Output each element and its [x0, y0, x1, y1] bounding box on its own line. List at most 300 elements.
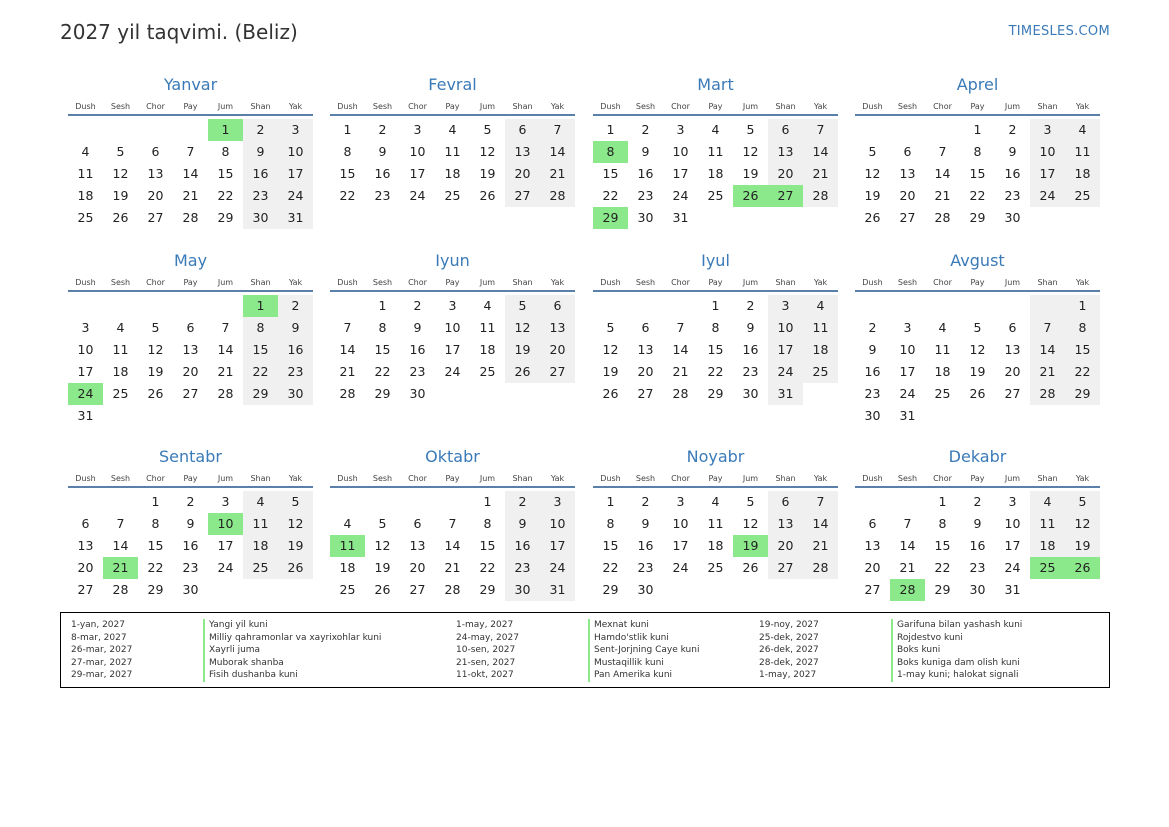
holiday-date: 28-dek, 2027	[759, 657, 819, 668]
weekday-label: Pay	[183, 277, 198, 287]
day-cell: 2	[641, 494, 650, 509]
day-cell: 4	[711, 122, 720, 137]
day-cell: 21	[182, 188, 199, 203]
holiday-name: Yangi yil kuni	[203, 619, 268, 632]
day-cell: 14	[217, 342, 234, 357]
weekday-label: Yak	[550, 101, 565, 111]
empty-cell	[960, 405, 995, 427]
day-cell: 18	[77, 188, 94, 203]
weekday-header	[330, 274, 575, 292]
day-cell: 18	[444, 166, 461, 181]
month-noyabr	[593, 446, 838, 601]
day-cell: 22	[374, 364, 391, 379]
holiday-name: Muborak shanba	[203, 657, 284, 670]
empty-cell	[68, 295, 103, 317]
day-cell: 13	[864, 538, 881, 553]
day-cell: 24	[672, 188, 689, 203]
day-cell: 8	[151, 516, 160, 531]
empty-cell	[803, 383, 838, 405]
day-cell: 30	[969, 582, 986, 597]
day-cell: 21	[1030, 361, 1065, 383]
day-cell: 3	[903, 320, 912, 335]
day-cell: 30	[182, 582, 199, 597]
day-cell: 9	[413, 320, 422, 335]
day-cell: 16	[243, 163, 278, 185]
month-name: Oktabr	[425, 447, 480, 466]
empty-cell	[173, 295, 208, 317]
day-cell: 14	[672, 342, 689, 357]
day-cell: 12	[112, 166, 129, 181]
day-cell: 29	[593, 207, 628, 229]
weekday-label: Sesh	[897, 473, 918, 483]
day-cell: 11	[330, 535, 365, 557]
day-cell: 15	[1065, 339, 1100, 361]
month-name: Avgust	[950, 251, 1005, 270]
holiday-date: 25-dek, 2027	[759, 632, 819, 643]
legend-row	[456, 619, 699, 632]
empty-cell	[103, 405, 138, 427]
empty-cell	[803, 207, 838, 229]
day-cell: 21	[672, 364, 689, 379]
day-cell: 29	[1065, 383, 1100, 405]
day-cell: 26	[147, 386, 164, 401]
day-cell: 5	[746, 494, 755, 509]
empty-cell	[330, 491, 365, 513]
day-cell: 30	[243, 207, 278, 229]
day-cell: 4	[483, 298, 492, 313]
day-cell: 1	[711, 298, 720, 313]
day-cell: 21	[899, 560, 916, 575]
day-cell: 20	[768, 163, 803, 185]
day-cell: 3	[81, 320, 90, 335]
day-cell: 24	[540, 557, 575, 579]
day-cell: 27	[899, 210, 916, 225]
weekday-label: Pay	[970, 473, 985, 483]
day-cell: 18	[1030, 535, 1065, 557]
day-cell: 1	[243, 295, 278, 317]
day-cell: 9	[641, 144, 650, 159]
day-cell: 18	[479, 342, 496, 357]
day-cell: 9	[1008, 144, 1017, 159]
holiday-name: Hamdo'stlik kuni	[588, 632, 669, 645]
day-cell: 21	[103, 557, 138, 579]
empty-cell	[768, 207, 803, 229]
day-cell: 11	[1030, 513, 1065, 535]
day-cell: 10	[899, 342, 916, 357]
holiday-name: Mustaqillik kuni	[588, 657, 664, 670]
day-cell: 18	[1065, 163, 1100, 185]
day-cell: 2	[641, 122, 650, 137]
day-cell: 11	[77, 166, 94, 181]
day-cell: 11	[243, 513, 278, 535]
holiday-name: Boks kuni	[891, 644, 940, 657]
day-cell: 8	[593, 141, 628, 163]
holiday-name: 1-may kuni; halokat signali	[891, 669, 1019, 682]
day-cell: 28	[803, 557, 838, 579]
day-cell: 19	[479, 166, 496, 181]
legend-row	[456, 632, 699, 645]
month-sentabr	[68, 446, 313, 601]
day-cell: 5	[973, 320, 982, 335]
day-cell: 10	[444, 320, 461, 335]
weekday-label: Jum	[479, 101, 496, 111]
day-cell: 22	[217, 188, 234, 203]
day-cell: 11	[707, 144, 724, 159]
day-cell: 1	[378, 298, 387, 313]
holiday-legend	[60, 612, 1110, 688]
weekday-label: Pay	[183, 473, 198, 483]
weekday-label: Dush	[337, 101, 358, 111]
day-cell: 17	[899, 364, 916, 379]
day-cell: 17	[1030, 163, 1065, 185]
day-cell: 13	[1004, 342, 1021, 357]
day-cell: 3	[448, 298, 457, 313]
holiday-date: 26-dek, 2027	[759, 645, 819, 655]
day-cell: 23	[374, 188, 391, 203]
empty-cell	[278, 579, 313, 601]
day-cell: 23	[505, 557, 540, 579]
empty-cell	[103, 491, 138, 513]
day-cell: 15	[602, 538, 619, 553]
holiday-date: 1-may, 2027	[759, 670, 817, 680]
day-cell: 7	[676, 320, 685, 335]
empty-cell	[208, 405, 243, 427]
day-cell: 8	[606, 516, 615, 531]
day-cell: 12	[374, 538, 391, 553]
day-cell: 25	[444, 188, 461, 203]
empty-cell	[768, 579, 803, 601]
legend-row	[759, 669, 1022, 682]
day-cell: 8	[221, 144, 230, 159]
holiday-date: 29-mar, 2027	[71, 670, 133, 680]
day-cell: 22	[243, 361, 278, 383]
empty-cell	[890, 295, 925, 317]
weekday-label: Sesh	[897, 277, 918, 287]
empty-cell	[103, 295, 138, 317]
day-cell: 25	[1065, 185, 1100, 207]
holiday-date: 27-mar, 2027	[71, 657, 133, 668]
day-cell: 6	[903, 144, 912, 159]
legend-column	[759, 619, 1022, 682]
empty-cell	[995, 405, 1030, 427]
page-title: 2027 yil taqvimi. (Beliz)	[60, 20, 298, 44]
day-cell: 27	[505, 185, 540, 207]
day-cell: 25	[707, 560, 724, 575]
weekday-label: Dush	[75, 277, 96, 287]
day-cell: 3	[413, 122, 422, 137]
weekday-label: Shan	[250, 277, 271, 287]
day-cell: 2	[868, 320, 877, 335]
weekday-label: Dush	[337, 473, 358, 483]
day-cell: 25	[339, 582, 356, 597]
day-cell: 23	[278, 361, 313, 383]
empty-cell	[663, 579, 698, 601]
day-cell: 26	[374, 582, 391, 597]
day-cell: 8	[378, 320, 387, 335]
holiday-date: 26-mar, 2027	[71, 645, 133, 655]
day-cell: 21	[444, 560, 461, 575]
weekday-label: Pay	[445, 277, 460, 287]
day-cell: 13	[77, 538, 94, 553]
day-cell: 6	[151, 144, 160, 159]
day-cell: 4	[116, 320, 125, 335]
day-cell: 21	[934, 188, 951, 203]
day-cell: 14	[182, 166, 199, 181]
day-cell: 10	[208, 513, 243, 535]
day-cell: 17	[77, 364, 94, 379]
day-cell: 17	[768, 339, 803, 361]
day-cell: 20	[768, 535, 803, 557]
weekday-header	[68, 98, 313, 116]
day-cell: 25	[479, 364, 496, 379]
day-cell: 15	[969, 166, 986, 181]
weekday-label: Dush	[337, 277, 358, 287]
day-cell: 16	[742, 342, 759, 357]
day-cell: 8	[343, 144, 352, 159]
month-oktabr	[330, 446, 575, 601]
day-cell: 4	[81, 144, 90, 159]
day-cell: 27	[77, 582, 94, 597]
weekday-label: Yak	[288, 277, 303, 287]
day-cell: 26	[602, 386, 619, 401]
weekday-label: Chor	[671, 277, 690, 287]
holiday-name: Garifuna bilan yashash kuni	[891, 619, 1022, 632]
empty-cell	[925, 295, 960, 317]
weekday-label: Jum	[742, 473, 759, 483]
weekday-label: Sesh	[635, 101, 656, 111]
month-name: Iyul	[701, 251, 730, 270]
empty-cell	[138, 119, 173, 141]
day-cell: 7	[186, 144, 195, 159]
weekday-label: Jum	[742, 101, 759, 111]
day-cell: 2	[278, 295, 313, 317]
day-cell: 4	[938, 320, 947, 335]
day-grid	[68, 295, 313, 427]
weekday-label: Sesh	[897, 101, 918, 111]
day-cell: 2	[243, 119, 278, 141]
day-cell: 31	[540, 579, 575, 601]
day-cell: 9	[641, 516, 650, 531]
day-cell: 10	[672, 516, 689, 531]
day-cell: 29	[707, 386, 724, 401]
day-cell: 16	[505, 535, 540, 557]
empty-cell	[663, 295, 698, 317]
empty-cell	[173, 405, 208, 427]
day-cell: 15	[479, 538, 496, 553]
day-cell: 18	[112, 364, 129, 379]
day-cell: 2	[505, 491, 540, 513]
day-cell: 12	[742, 516, 759, 531]
site-link[interactable]: TIMESLES.COM	[1008, 24, 1110, 39]
holiday-date: 10-sen, 2027	[456, 645, 516, 655]
day-cell: 5	[151, 320, 160, 335]
day-cell: 24	[217, 560, 234, 575]
day-cell: 19	[147, 364, 164, 379]
weekday-label: Dush	[862, 101, 883, 111]
day-cell: 15	[934, 538, 951, 553]
day-cell: 16	[637, 166, 654, 181]
day-cell: 18	[339, 560, 356, 575]
day-cell: 21	[803, 535, 838, 557]
day-cell: 17	[409, 166, 426, 181]
day-cell: 31	[1004, 582, 1021, 597]
weekday-header	[855, 274, 1100, 292]
day-cell: 4	[1030, 491, 1065, 513]
day-cell: 30	[278, 383, 313, 405]
day-cell: 8	[1065, 317, 1100, 339]
weekday-label: Yak	[550, 277, 565, 287]
day-cell: 24	[899, 386, 916, 401]
day-cell: 30	[637, 210, 654, 225]
weekday-label: Yak	[1075, 277, 1090, 287]
holiday-name: Fisih dushanba kuni	[203, 669, 298, 682]
legend-row	[71, 632, 381, 645]
month-name: Fevral	[428, 75, 477, 94]
weekday-header	[330, 470, 575, 488]
day-cell: 6	[540, 295, 575, 317]
weekday-label: Jum	[1004, 277, 1021, 287]
day-cell: 27	[540, 361, 575, 383]
legend-row	[759, 619, 1022, 632]
day-cell: 30	[409, 386, 426, 401]
day-cell: 7	[343, 320, 352, 335]
month-dekabr	[855, 446, 1100, 601]
day-cell: 27	[409, 582, 426, 597]
day-cell: 23	[409, 364, 426, 379]
day-cell: 2	[746, 298, 755, 313]
day-cell: 24	[1004, 560, 1021, 575]
day-cell: 27	[768, 557, 803, 579]
day-cell: 2	[413, 298, 422, 313]
empty-cell	[855, 491, 890, 513]
day-cell: 23	[243, 185, 278, 207]
legend-row	[456, 657, 699, 670]
weekday-label: Chor	[146, 277, 165, 287]
day-cell: 3	[540, 491, 575, 513]
day-cell: 9	[746, 320, 755, 335]
day-cell: 7	[1030, 317, 1065, 339]
weekday-label: Dush	[862, 277, 883, 287]
day-cell: 4	[803, 295, 838, 317]
day-cell: 6	[81, 516, 90, 531]
day-cell: 19	[1065, 535, 1100, 557]
day-cell: 12	[969, 342, 986, 357]
empty-cell	[733, 579, 768, 601]
empty-cell	[243, 405, 278, 427]
day-cell: 29	[217, 210, 234, 225]
day-grid	[68, 491, 313, 601]
day-cell: 28	[540, 185, 575, 207]
holiday-name: Boks kuniga dam olish kuni	[891, 657, 1020, 670]
day-cell: 10	[768, 317, 803, 339]
day-cell: 24	[68, 383, 103, 405]
empty-cell	[173, 119, 208, 141]
day-cell: 7	[803, 491, 838, 513]
holiday-date: 1-yan, 2027	[71, 620, 125, 630]
day-cell: 7	[803, 119, 838, 141]
day-cell: 28	[339, 386, 356, 401]
day-grid	[593, 119, 838, 229]
day-cell: 9	[378, 144, 387, 159]
day-cell: 5	[378, 516, 387, 531]
holiday-name: Milliy qahramonlar va xayrixohlar kuni	[203, 632, 381, 645]
day-cell: 4	[1065, 119, 1100, 141]
day-cell: 24	[672, 560, 689, 575]
weekday-label: Chor	[933, 277, 952, 287]
weekday-label: Yak	[813, 101, 828, 111]
month-name: Dekabr	[948, 447, 1007, 466]
day-cell: 20	[409, 560, 426, 575]
day-cell: 27	[637, 386, 654, 401]
day-cell: 13	[409, 538, 426, 553]
day-cell: 18	[707, 166, 724, 181]
weekday-label: Shan	[1037, 101, 1058, 111]
day-cell: 15	[243, 339, 278, 361]
day-cell: 15	[147, 538, 164, 553]
day-cell: 14	[934, 166, 951, 181]
empty-cell	[278, 405, 313, 427]
day-cell: 29	[934, 582, 951, 597]
weekday-header	[593, 98, 838, 116]
day-cell: 13	[768, 513, 803, 535]
day-cell: 28	[112, 582, 129, 597]
weekday-label: Yak	[288, 473, 303, 483]
day-cell: 12	[742, 144, 759, 159]
day-cell: 13	[899, 166, 916, 181]
day-cell: 14	[540, 141, 575, 163]
day-cell: 2	[973, 494, 982, 509]
day-cell: 11	[1065, 141, 1100, 163]
day-cell: 29	[243, 383, 278, 405]
empty-cell	[103, 119, 138, 141]
day-cell: 27	[147, 210, 164, 225]
day-cell: 20	[182, 364, 199, 379]
empty-cell	[330, 295, 365, 317]
month-name: May	[173, 251, 208, 270]
day-cell: 2	[186, 494, 195, 509]
legend-column	[71, 619, 381, 682]
weekday-label: Shan	[250, 101, 271, 111]
day-cell: 14	[803, 141, 838, 163]
day-cell: 1	[208, 119, 243, 141]
day-cell: 26	[112, 210, 129, 225]
weekday-label: Jum	[217, 277, 234, 287]
empty-cell	[1065, 207, 1100, 229]
weekday-label: Shan	[512, 473, 533, 483]
day-cell: 5	[746, 122, 755, 137]
day-cell: 23	[742, 364, 759, 379]
holiday-name: Pan Amerika kuni	[588, 669, 672, 682]
day-cell: 17	[540, 535, 575, 557]
day-cell: 14	[444, 538, 461, 553]
day-cell: 25	[803, 361, 838, 383]
month-name: Aprel	[956, 75, 999, 94]
holiday-date: 21-sen, 2027	[456, 657, 516, 668]
day-cell: 15	[339, 166, 356, 181]
empty-cell	[733, 207, 768, 229]
day-cell: 17	[444, 342, 461, 357]
weekday-label: Dush	[862, 473, 883, 483]
weekday-label: Chor	[671, 101, 690, 111]
day-cell: 16	[637, 538, 654, 553]
day-cell: 1	[938, 494, 947, 509]
month-aprel	[855, 74, 1100, 229]
empty-cell	[435, 491, 470, 513]
empty-cell	[698, 207, 733, 229]
day-cell: 12	[864, 166, 881, 181]
weekday-label: Shan	[250, 473, 271, 483]
weekday-label: Dush	[600, 473, 621, 483]
